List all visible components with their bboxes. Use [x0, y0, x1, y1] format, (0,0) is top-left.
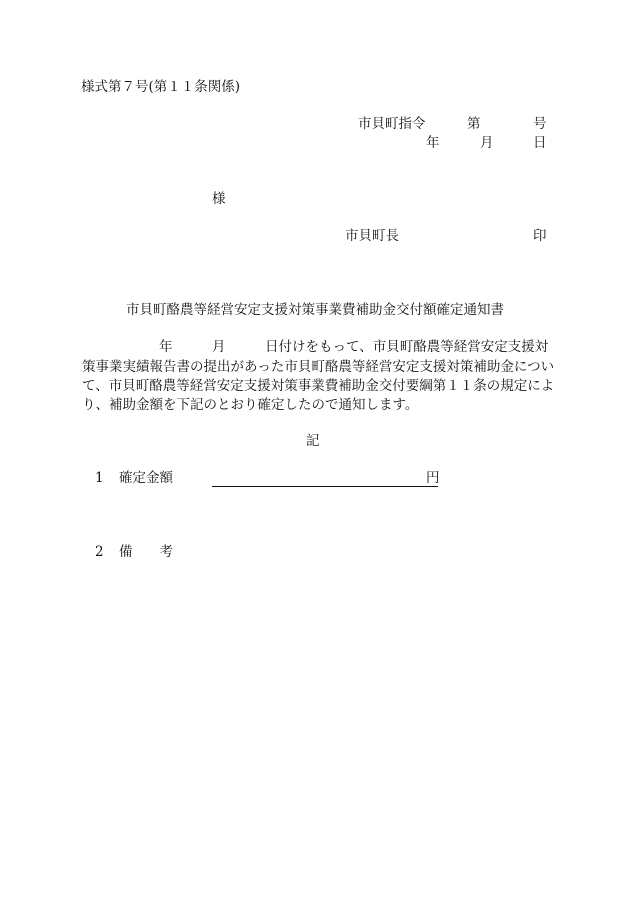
ref-dai: 第	[467, 116, 481, 132]
item-1-number: 1	[95, 470, 104, 486]
sender-name: 市貝町長	[345, 228, 399, 244]
body-line3: て、市貝町酪農等経営安定支援対策事業費補助金交付要綱第１１条の規定によ	[82, 378, 555, 394]
item-2-label: 備 考	[119, 544, 173, 560]
item-1-unit: 円	[426, 470, 440, 486]
form-number: 様式第７号(第１１条関係)	[81, 79, 241, 95]
date-day: 日	[533, 135, 547, 151]
sender-seal: 印	[533, 228, 547, 244]
body-line2: 策事業実績報告書の提出があった市貝町酪農等経営安定支援対策補助金につい	[82, 359, 555, 375]
document-title: 市貝町酪農等経営安定支援対策事業費補助金交付額確定通知書	[126, 302, 504, 318]
item-2-number: 2	[95, 544, 104, 560]
body-month: 月	[212, 339, 226, 355]
body-line1: 日付けをもって、市貝町酪農等経営安定支援対	[265, 339, 549, 355]
date-month: 月	[480, 135, 494, 151]
date-year: 年	[426, 135, 440, 151]
ref-go: 号	[533, 116, 547, 132]
addressee-sama: 様	[212, 191, 226, 207]
body-line4: り、補助金額を下記のとおり確定したので通知します。	[82, 397, 419, 413]
ref-city: 市貝町指令	[358, 116, 426, 132]
item-1-label: 確定金額	[119, 470, 173, 486]
ki-heading: 記	[306, 433, 320, 449]
amount-underline	[212, 486, 438, 487]
body-year: 年	[159, 339, 173, 355]
